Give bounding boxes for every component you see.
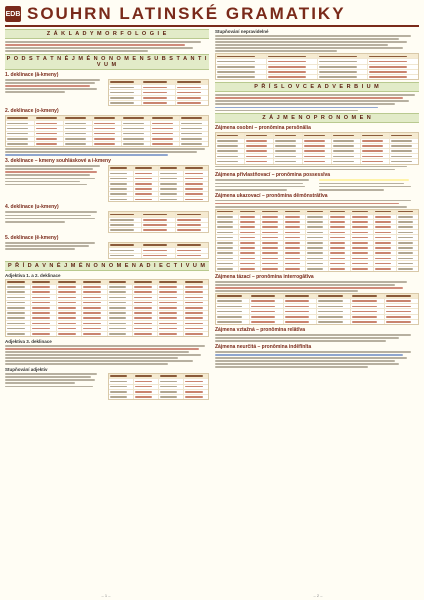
section-band: P Ř Í S L O V C E A D V E R B I U M — [215, 82, 419, 92]
section-band: Z Á J M E N O P R O N O M E N — [215, 113, 419, 123]
declension-table — [5, 115, 209, 147]
declension-table — [108, 211, 210, 233]
page-number: – 2 – — [313, 593, 323, 598]
adjective-table — [5, 279, 209, 337]
page-number: – 1 – — [101, 593, 111, 598]
declension-heading: 5. deklinace (ē-kmeny) — [5, 235, 59, 242]
text-block — [215, 94, 419, 111]
adjective-heading: Adjektiva 1. a 2. deklinace — [5, 272, 61, 278]
pronoun-heading: Zájmena neurčitá – pronōmina indēfīnīta — [215, 343, 312, 350]
declension-heading: 3. deklinace – kmeny souhláskové a i-kmeny — [5, 158, 111, 165]
right-column — [215, 29, 419, 589]
comparison-table — [215, 53, 419, 80]
pronoun-table — [215, 293, 419, 325]
declension-table — [108, 242, 210, 259]
declension-heading: 4. deklinace (u-kmeny) — [5, 204, 59, 211]
section-band: P O D S T A T N É J M É N O N O M E N S U B S T A N T I V U M — [6, 56, 208, 69]
declension-heading: 1. deklinace (ā-kmeny) — [5, 72, 59, 79]
page-title: SOUHRN LATINSKÉ GRAMATIKY — [27, 4, 346, 23]
pronoun-heading: Zájmena ukazovací – pronōmina dēmōnstrātīva — [215, 192, 328, 199]
pronoun-table — [215, 132, 419, 164]
section-band: Z Á K L A D Y M O R F O L O G I E — [5, 29, 209, 39]
pronoun-heading: Zájmena osobní – pronōmina persōnālia — [215, 125, 311, 132]
declension-table — [108, 79, 210, 106]
publisher-logo: EDB — [5, 6, 21, 22]
section-band: P Ř Í D A V N É J M É N O N O M E N A D I E C T I V U M — [5, 261, 209, 271]
text-block — [5, 41, 209, 52]
pronoun-heading: Zájmena vztažná – pronōmina relātīva — [215, 327, 306, 333]
comparison-table — [108, 373, 210, 400]
adjective-heading: Stupňování adjektiv — [5, 367, 48, 373]
left-column — [5, 29, 209, 589]
comparison-heading: Stupňování nepravidelné — [215, 29, 269, 34]
header — [5, 3, 419, 27]
pronoun-table — [215, 209, 419, 272]
adjective-heading: Adjektiva 3. deklinace — [5, 338, 52, 344]
declension-heading: 2. deklinace (o-kmeny) — [5, 108, 59, 115]
pronoun-heading: Zájmena tázací – pronōmina interrogātīva — [215, 273, 314, 280]
declension-table — [108, 165, 210, 202]
footer — [0, 593, 424, 598]
pronoun-heading: Zájmena přivlastňovací – pronōmina possessīva — [215, 172, 331, 179]
